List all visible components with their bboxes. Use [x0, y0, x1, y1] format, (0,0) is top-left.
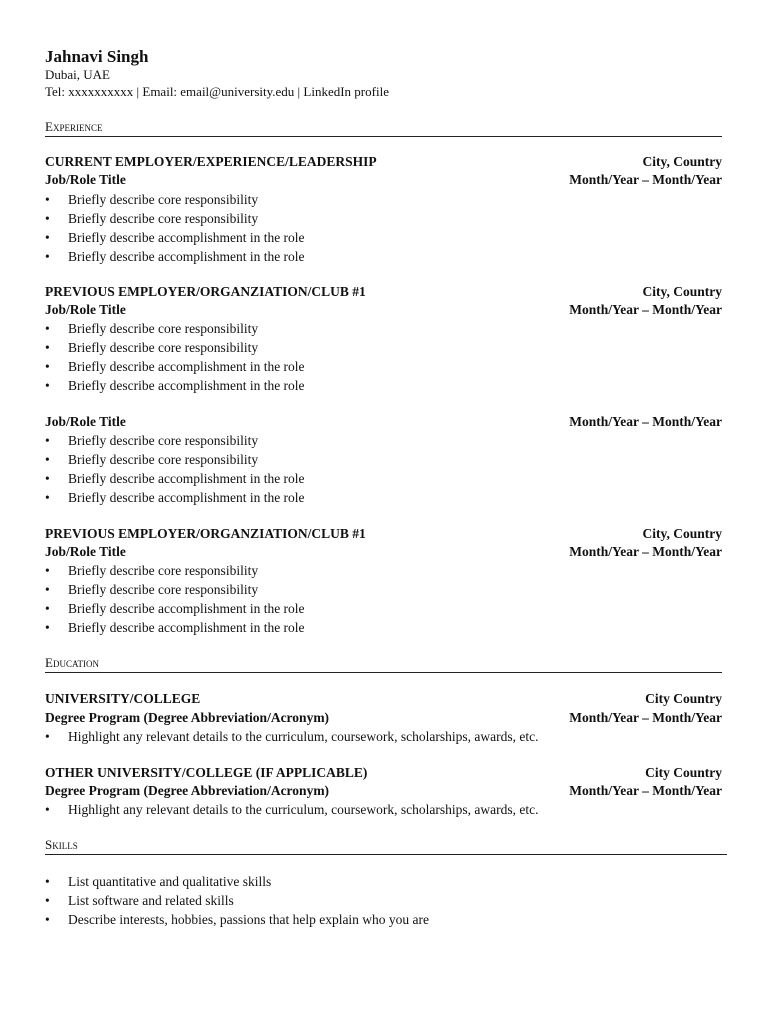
employer-name: CURRENT EMPLOYER/EXPERIENCE/LEADERSHIP [45, 154, 377, 169]
role-bullets [45, 561, 305, 637]
list-item: • Briefly describe core responsibility [45, 561, 305, 580]
skills-bullets [45, 872, 429, 929]
role-row [45, 543, 722, 561]
degree-dates: Month/Year – Month/Year [569, 783, 722, 798]
list-item: • Briefly describe core responsibility [45, 431, 305, 450]
list-item: • Describe interests, hobbies, passions that help explain who you are [45, 910, 429, 929]
employer-location: City, Country [642, 526, 722, 541]
list-item: • List quantitative and qualitative skills [45, 872, 429, 891]
list-item: • Briefly describe accomplishment in the role [45, 618, 305, 637]
employer-location: City, Country [642, 284, 722, 299]
role-title: Job/Role Title [45, 544, 126, 559]
degree-row [45, 709, 722, 727]
list-item: • Briefly describe core responsibility [45, 580, 305, 599]
degree-row [45, 782, 722, 800]
role-row [45, 301, 722, 319]
school-row [45, 690, 722, 708]
list-item: • Briefly describe accomplishment in the role [45, 376, 305, 395]
employer-name: PREVIOUS EMPLOYER/ORGANZIATION/CLUB #1 [45, 526, 366, 541]
role-dates: Month/Year – Month/Year [569, 302, 722, 317]
list-item: • Briefly describe accomplishment in the role [45, 247, 305, 266]
list-item: • Briefly describe accomplishment in the role [45, 357, 305, 376]
list-item: • Highlight any relevant details to the curriculum, coursework, scholarships, awards, etc. [45, 800, 539, 819]
list-item: • Briefly describe core responsibility [45, 450, 305, 469]
degree-program: Degree Program (Degree Abbreviation/Acronym) [45, 710, 330, 725]
role-title: Job/Role Title [45, 302, 126, 317]
school-row [45, 764, 722, 782]
role-dates: Month/Year – Month/Year [569, 414, 722, 429]
role-dates: Month/Year – Month/Year [569, 172, 722, 187]
role-title: Job/Role Title [45, 172, 126, 187]
school-name: OTHER UNIVERSITY/COLLEGE (IF APPLICABLE) [45, 765, 368, 780]
role-title: Job/Role Title [45, 414, 126, 429]
role-bullets [45, 319, 305, 395]
school-location: City Country [645, 691, 722, 706]
employer-name: PREVIOUS EMPLOYER/ORGANZIATION/CLUB #1 [45, 284, 366, 299]
list-item: • Briefly describe accomplishment in the role [45, 488, 305, 507]
candidate-name: Jahnavi Singh [45, 47, 149, 66]
list-item: • Briefly describe accomplishment in the role [45, 599, 305, 618]
list-item: • Briefly describe core responsibility [45, 190, 305, 209]
role-row [45, 171, 722, 189]
role-bullets [45, 431, 305, 507]
employer-row [45, 153, 722, 171]
section-heading-skills: Skills [45, 837, 727, 855]
role-dates: Month/Year – Month/Year [569, 544, 722, 559]
employer-location: City, Country [642, 154, 722, 169]
candidate-location: Dubai, UAE [45, 67, 110, 82]
list-item: • Briefly describe core responsibility [45, 338, 305, 357]
school-name: UNIVERSITY/COLLEGE [45, 691, 201, 706]
degree-dates: Month/Year – Month/Year [569, 710, 722, 725]
degree-program: Degree Program (Degree Abbreviation/Acronym) [45, 783, 330, 798]
section-heading-education: Education [45, 655, 722, 673]
list-item: • Briefly describe accomplishment in the role [45, 228, 305, 247]
role-bullets [45, 190, 305, 266]
list-item: • Briefly describe core responsibility [45, 209, 305, 228]
school-location: City Country [645, 765, 722, 780]
list-item: • Highlight any relevant details to the curriculum, coursework, scholarships, awards, etc. [45, 727, 539, 746]
role-row [45, 413, 722, 431]
list-item: • Briefly describe accomplishment in the role [45, 469, 305, 488]
education-bullets [45, 727, 539, 746]
list-item: • List software and related skills [45, 891, 429, 910]
education-bullets [45, 800, 539, 819]
employer-row [45, 525, 722, 543]
section-heading-experience: Experience [45, 119, 722, 137]
employer-row [45, 283, 722, 301]
list-item: • Briefly describe core responsibility [45, 319, 305, 338]
contact-line: Tel: xxxxxxxxxx | Email: email@university.edu | LinkedIn profile [45, 84, 389, 99]
